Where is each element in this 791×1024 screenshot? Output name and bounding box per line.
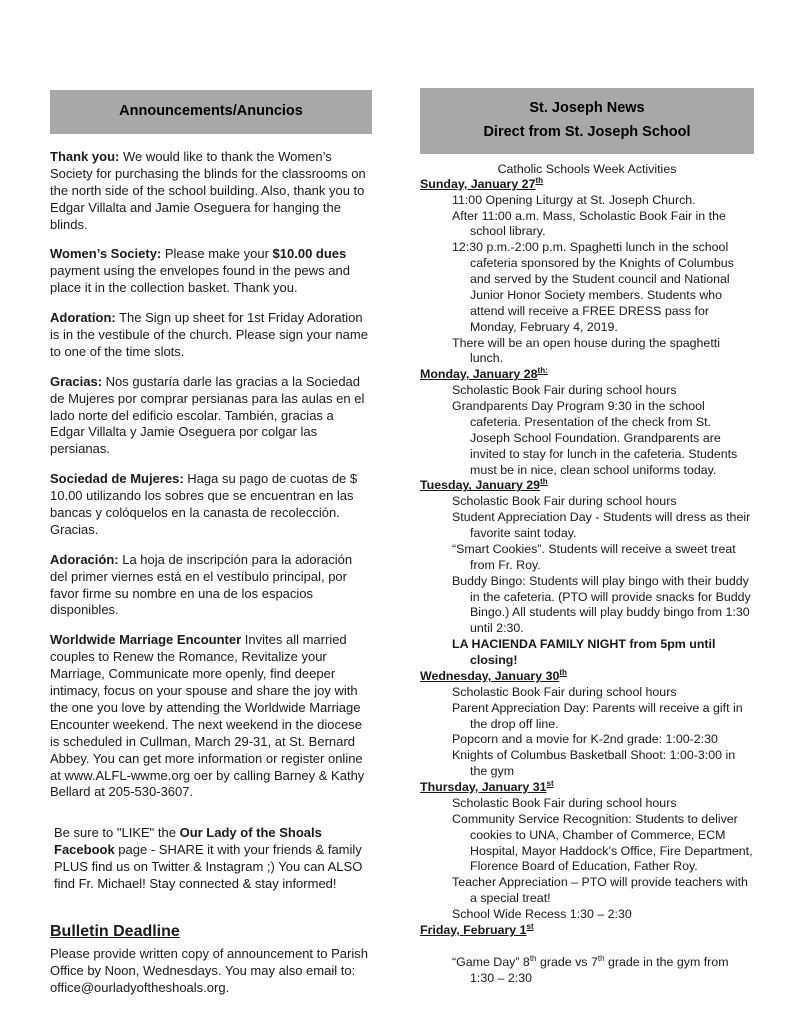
day-tuesday-jan-29 (420, 478, 754, 669)
bulletin-deadline-text: Please provide written copy of announcement to Parish Office by Noon, Wednesdays. You may also email to: office@ourladyoftheshoals.org. (50, 945, 368, 995)
schedule-item: LA HACIENDA FAMILY NIGHT from 5pm until closing! (452, 637, 716, 668)
day-heading: Thursday, January 31st (420, 778, 554, 795)
schedule-item: Popcorn and a movie for K-2nd grade: 1:00-2:30 (452, 732, 718, 747)
schedule-item: 11:00 Opening Liturgy at St. Joseph Church. (452, 192, 696, 207)
schedule-item: Scholastic Book Fair during school hours (452, 795, 677, 810)
announcement-gracias: Gracias: Nos gustaría darle las gracias a la Sociedad de Mujeres por comprar persianas para las aulas en el lado norte del edificio escolar. También, gracias a Edgar Villalta y Jamie Oseguera por colgar las persianas. (50, 373, 365, 457)
schedule-item: School Wide Recess 1:30 – 2:30 (452, 907, 632, 922)
day-heading: Sunday, January 27th (420, 175, 544, 191)
schedule-item: Community Service Recognition: Students to deliver cookies to UNA, Chamber of Commerce, ECM Hospital, Mayor Haddock’s Office, Fire Department, Florence Board of Education, Father Roy. (452, 811, 753, 874)
day-heading: Monday, January $28^{th:}$ (420, 366, 548, 382)
schedule-item: Knights of Columbus Basketball Shoot: 1:00-3:00 in the gym (452, 748, 736, 779)
schedule-item: Parent Appreciation Day: Parents will receive a gift in the drop off line. (452, 700, 743, 731)
day-monday-jan-28 (420, 367, 754, 478)
day-thursday-jan-31 (420, 780, 754, 923)
schedule-item: Scholastic Book Fair during school hours (452, 383, 677, 398)
announcements-column (50, 90, 372, 997)
day-heading: Tuesday, January 29th (420, 477, 548, 493)
schedule-item: Teacher Appreciation – PTO will provide teachers with a special treat! (452, 875, 748, 906)
day-friday-feb-1 (420, 923, 754, 987)
day-heading: Wednesday, January 30th (420, 667, 567, 683)
announcement-marriage-encounter: Worldwide Marriage Encounter Invites all married couples to Renew the Romance, Revitalize your Marriage, Communicate more openly, find deeper intimacy, focus on your spouse and share the joy with the one you love by attending the Worldwide Marriage Encounter weekend. The next weekend in the diocese is scheduled in Cullman, March 29-31, at St. Bernard Abbey. You can get more information or register online at www.ALFL-wwme.org oer by calling Barney & Kathy Bellard at 205-530-3607. (50, 632, 365, 800)
facebook-social-note: Be sure to "LIKE" the Our Lady of the Shoals Facebook page - SHARE it with your friends & family PLUS find us on Twitter & Instagram ;) You can ALSO find Fr. Michael! Stay connected & stay informed! (54, 825, 363, 891)
school-news-header-line1: St. Joseph News (529, 100, 645, 116)
announcement-adoration: Adoration: The Sign up sheet for 1st Friday Adoration is in the vestibule of the church. Please sign your name to one of the time slots. (50, 310, 368, 359)
schedule-item: Scholastic Book Fair during school hours (452, 494, 677, 509)
schedule-subtitle: Catholic Schools Week Activities (497, 161, 677, 176)
school-news-column (420, 88, 754, 987)
schedule-item: Grandparents Day Program 9:30 in the school cafeteria. Presentation of the check from St. Joseph School Foundation. Grandparents are invited to stay for lunch in the cafeteria. Students must be in nice, clean school uniforms today. (452, 399, 738, 477)
announcement-adoracion: Adoración: La hoja de inscripción para la adoración del primer viernes está en el vestíbulo principal, por favor firme su nombre en una de los espacios disponibles. (50, 551, 353, 618)
day-heading: Friday, February 1st (420, 921, 534, 937)
school-news-header (420, 88, 754, 154)
bulletin-deadline-heading: Bulletin Deadline (50, 922, 180, 940)
schedule-item: “Smart Cookies”. Students will receive a sweet treat from Fr. Roy. (452, 541, 736, 572)
day-sunday-jan-27 (420, 177, 754, 368)
schedule-item: Buddy Bingo: Students will play bingo with their buddy in the cafeteria. (PTO will provide snacks for Buddy Bingo.) All students will play buddy bingo from 1:30 until 2:30. (452, 573, 751, 636)
school-news-header-line2: Direct from St. Joseph School (483, 123, 691, 140)
announcement-thank-you: Thank you: We would like to thank the Women’s Society for purchasing the blinds for the classrooms on the north side of the school building. Also, thank you to Edgar Villalta and Jamie Oseguera for hanging the blinds. (50, 149, 366, 232)
schedule-item: “Game Day” 8th grade vs 7th grade in the gym from 1:30 – 2:30 (452, 953, 729, 985)
schedule-item: After 11:00 a.m. Mass, Scholastic Book Fair in the school library. (452, 208, 726, 239)
announcement-sociedad-de-mujeres: Sociedad de Mujeres: Haga su pago de cuotas de $ 10.00 utilizando los sobres que se encuentran en las bancas y colóquelos en la canasta de recolección. Gracias. (50, 471, 358, 537)
announcement-womens-society: Women’s Society: Please make your $10.00 dues payment using the envelopes found in the pews and place it in the collection basket. Thank you. (50, 246, 350, 296)
schedule-item: Student Appreciation Day - Students will dress as their favorite saint today. (452, 510, 751, 541)
announcements-header: Announcements/Anuncios (50, 90, 372, 134)
day-wednesday-jan-30 (420, 669, 754, 780)
schedule-item: 12:30 p.m.-2:00 p.m. Spaghetti lunch in the school cafeteria sponsored by the Knights of Columbus and served by the Student council and National Junior Honor Society members. Students who attend will receive a FREE DRESS pass for Monday, February 4, 2019. (452, 240, 734, 334)
schedule-item: Scholastic Book Fair during school hours (452, 684, 677, 699)
schedule-item: There will be an open house during the spaghetti lunch. (452, 335, 720, 366)
